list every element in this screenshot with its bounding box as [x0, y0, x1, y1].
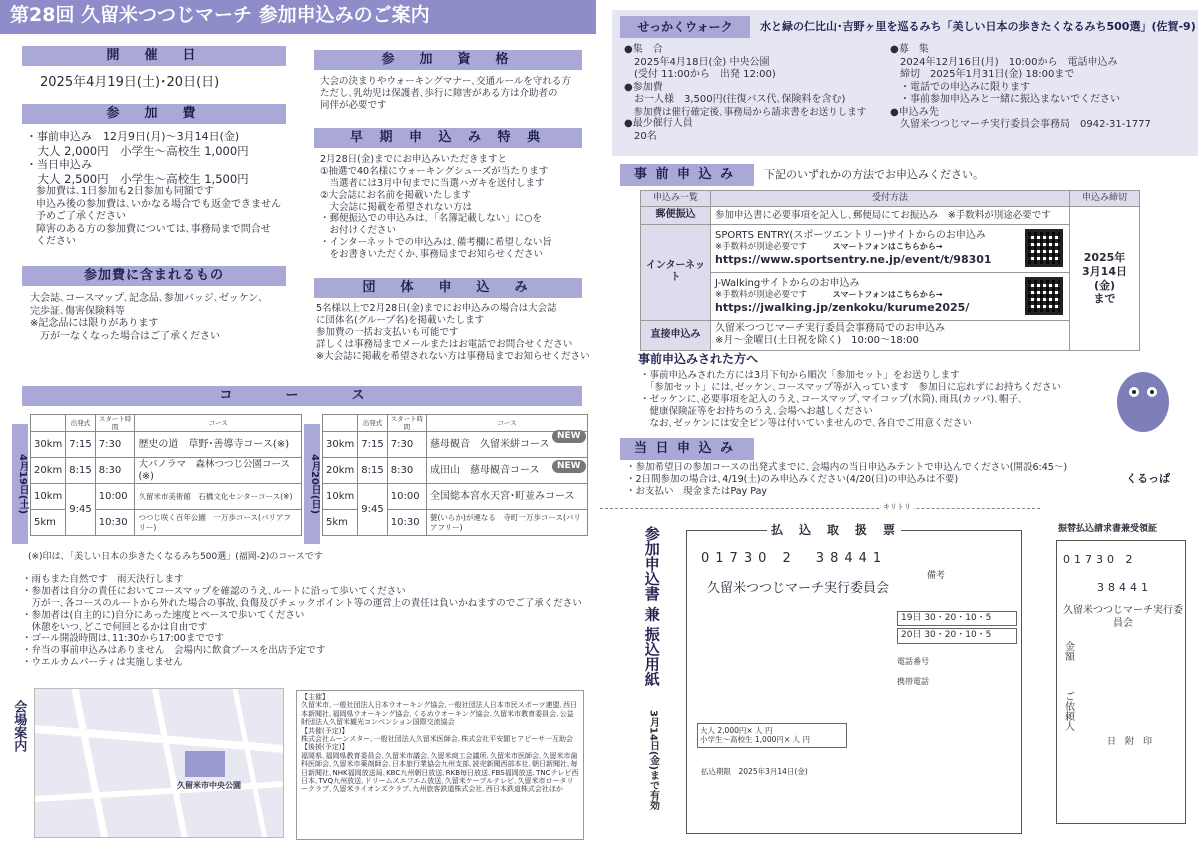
receipt-amount-label: 金額 [1062, 641, 1074, 661]
title-text: 第28回 久留米つつじマーチ 参加申込みのご案内 [10, 4, 430, 26]
kiritori-label: キリトリ [880, 503, 914, 512]
furikomi-head: 振替払込請求書兼受領証 [1058, 524, 1158, 534]
qr-code-jwalking [1025, 277, 1063, 315]
map-place: 久留米市中央公園 [177, 781, 241, 790]
day2-label: 4月20日(日) [304, 424, 320, 544]
table-row: J-Walkingサイトからのお申込み ※手数料が別途必要です スマートフォンはこちらから→ https://jwalking.jp/zenkoku/kurume2025/ [641, 272, 1140, 320]
table-row: 30km 7:15 7:30 歴史の道 草野･善導寺コース(※) [31, 432, 302, 458]
receipt-num2: 38441 [1097, 581, 1152, 594]
table-row: インターネット SPORTS ENTRY(スポーツエントリー)サイトからのお申込み ※手数料が別途必要です スマートフォンはこちらから→ https://www.sportsentry.ne.jp/event/t/98301 [641, 224, 1140, 272]
fukumu-head: 参加費に含まれるもの [22, 266, 286, 286]
day1-label: 4月19日(土) [12, 424, 28, 544]
table-row: 郵便振込 参加申込書に必要事項を記入し､郵便局にてお振込み ※手数料が別途必要です 2025年 3月14日(金) まで [641, 207, 1140, 225]
table-row: 20km 8:15 8:30 成田山 慈母観音コース [323, 458, 588, 484]
receipt-slip [1056, 540, 1186, 824]
toujitsu-body: ・参加希望日の参加コースの出発式までに､会場内の当日申込みテントで申込んでください(開設6:45〜) ・2日間参加の場合は､4/19(土)のみ申込みください(4/20(日)の申込みは不要) ・お支払い 現金またはPay Pay [626, 462, 1068, 497]
jizen-table: 申込み一覧 受付方法 申込み締切 郵便振込 参加申込書に必要事項を記入し､郵便局にてお振込み ※手数料が別途必要です 2025年 3月14日(金) まで インターネット SPORTS ENTRY(スポーツエントリー)サイトからのお申込み ※手数料が別途必要です スマートフォンはこちらから→ https://www.sportsentry.ne.jp/event/t/98301 J-Walkingサイトからのお申込み ※手数料が別途必要です スマートフォンはこちらから→ https://jwalking.jp/zenkoku/kurume2025/ 直接申込み 久留米つつじマーチ実行委員会事務局でのお申込み ※月〜金曜日(土日祝を除く) 10:00〜18:00 [640, 190, 1140, 351]
venue-map [34, 688, 284, 838]
toujitsu-head: 当 日 申 込 み [620, 438, 754, 460]
receipt-name: 久留米つつじマーチ実行委員会 [1063, 605, 1183, 629]
jizen-done-head: 事前申込みされた方へ [638, 352, 759, 366]
course-select[interactable]: 19日 30・20・10・5 20日 30・20・10・5 [897, 611, 1017, 644]
sekkaku-left: ●集 合 2025年4月18日(金) 中央公園 (受付 11:00から 出発 12:00) ●参加費 お一人様 3,500円(往復バス代､保険料を含む) 参加費は催行確定後､事務局から請求書をお送りします ●最少催行人員 20名 [624, 44, 867, 142]
new-badge-1: NEW [552, 430, 586, 443]
event-date: 2025年4月19日(土)･20日(日) [40, 75, 220, 90]
organizers: 【主催】 久留米市､一般社団法人日本ウオーキング協会､一般社団法人日本市民スポーツ連盟､西日本新聞社､福岡県ウオーキング協会､くるめウオーキング協会､久留米市教育委員会､公益財団法人久留米観光コンベンション国際交流協会 【共催(予定)】 株式会社ムーンスター､一般社団法人久留米医師会､株式会社平安閣ヒアピーサ一互助会 【後援(予定)】 福岡県､福岡県教育委員会､久留米市議会､久留米商工会議所､久留米市医師会､久留米市歯科医師会､久留米市薬剤師会､日本旅行業協会九州支部､読売新聞西部本社､朝日新聞社､毎日新聞社､NHK福岡放送局､KBC九州朝日放送､RKB毎日放送､FBS福岡放送､TNCテレビ西日本､TVQ九州放送､ドリームスエフエム放送､久留米ケーブルテレビ､久留米市ロータリークラブ､久留米ライオンズクラブ､九州旅客鉄道株式会社､西日本鉄道株式会社ほか [296, 690, 584, 840]
sekkaku-right: ●募 集 2024年12月16日(月) 10:00から 電話申込み 締切 2025年1月31日(金) 18:00まで ・電話での申込みに限ります ・事前参加申込みと一緒に振込まないでください ●申込み先 久留米つつじマーチ実行委員会事務局 0942-31-1777 [890, 44, 1151, 130]
table-row: 30km 7:15 7:30 慈母観音 久留米絣コース [323, 432, 588, 458]
mobile-label: 携帯電話 [897, 677, 929, 686]
sankahi-head: 参 加 費 [22, 104, 286, 124]
receipt-num: 01730 2 [1063, 553, 1137, 566]
shikaku-body: 大会の決まりやウォーキングマナー､交通ルールを守れる方 ただし､乳幼児は保護者､歩行に障害がある方は介助者の 同伴が必要です [320, 76, 571, 111]
course-table-day2: 出発式 スタート時間 コース 30km 7:15 7:30 慈母観音 久留米絣コース 20km 8:15 8:30 成田山 慈母観音コース 10km 9:45 10:00 全国総本宮水天宮･町並みコース 5km 10:30 甍(いらか)が連なる 寺町一万歩コース(バリアフリー) [322, 414, 588, 536]
kaijo-label: 会場案内 [11, 700, 27, 752]
course-head: コ ー ス [22, 386, 582, 406]
fee-box: 大人 2,000円× 人 円 小学生〜高校生 1,000円× 人 円 [697, 723, 847, 748]
slip-valid: 3月14日(金)まで有効 [647, 710, 659, 811]
jizen-done-body: ・事前申込みされた方には3月下旬から順次「参加セット」をお送りします 「参加セット」には､ゼッケン､コースマップ等が入っています 参加日に忘れずにお持ちください ・ゼッケンに､必要事項を記入のうえ､コースマップ､マイコップ(水筒)､雨具(カッパ)､帽子､ 健康保険証等をお持ちのうえ､会場へお越しください なお､ゼッケンには安全ピン等は付いていませんので､各自でご用意ください [640, 370, 1062, 429]
jwalking-link[interactable]: https://jwalking.jp/zenkoku/kurume2025/ [715, 300, 970, 314]
sekkaku-label: せっかくウォーク [620, 16, 750, 38]
bikou-label: 備考 [927, 571, 946, 581]
page-title [0, 0, 596, 34]
table-row: 5km 10:30 甍(いらか)が連なる 寺町一万歩コース(バリアフリー) [323, 510, 588, 536]
new-badge-2: NEW [552, 460, 586, 473]
mascot-image [1110, 362, 1176, 438]
table-row: 20km 8:15 8:30 大パノラマ 森林つつじ公園コース(※) [31, 458, 302, 484]
dantai-head: 団 体 申 込 み [314, 278, 582, 298]
qr-code-sportsentry [1025, 229, 1063, 267]
account-num: 01730 2 38441 [701, 551, 888, 566]
fukumu-body: 大会誌､コースマップ､記念品､参加バッジ､ゼッケン､ 完歩証､傷害保険料等 ※記念品には限りがあります 万が一なくなった場合はご了承ください [30, 293, 264, 342]
sekkaku-title: 水と緑の仁比山･吉野ヶ里を巡るみち「美しい日本の歩きたくなるみち500選」(佐賀-9) [760, 20, 1196, 33]
course-note: (※)印は､「美しい日本の歩きたくなるみち500選」(福岡-2)のコースです [28, 552, 323, 562]
souki-body: 2月28日(金)までにお申込みいただきますと ①抽選で40名様にウォーキングシューズが当たります 当選者には3月中旬までに当選ハガキを送付します ②大会誌にお名前を掲載いたします 大会誌に掲載を希望されない方は ・郵便振込での申込みは､「名簿記載しない」に○を お付けください ・インターネットでの申込みは､備考欄に希望しない旨 をお書きいただくか､事務局までお知らせください [320, 154, 552, 260]
slip-form-title: 参加申込書 兼 振込用紙 [642, 526, 661, 687]
course-table-day1: 出発式 スタート時間 コース 30km 7:15 7:30 歴史の道 草野･善導寺コース(※) 20km 8:15 8:30 大パノラマ 森林つつじ公園コース(※) 10km 9:45 10:00 久留米市美術館 石橋文化センターコース(※) 5km 10:30 つつじ咲く百年公園 一万歩コース(バリアフリー) [30, 414, 302, 536]
receipt-date-stamp: 日 附 印 [1107, 737, 1153, 747]
sankahi-body: ・事前申込み 12月9日(月)〜3月14日(金) 大人 2,000円 小学生〜高校生 1,000円 ・当日申込み 大人 2,500円 小学生〜高校生 1,500円 参加費は､1日参加も2日参加も同額です 申込み後の参加費は､いかなる場合でも返金できません 予めご了承ください 障害のある方の参加費については､事務局まで問合せ ください [26, 130, 281, 248]
table-row: 10km 9:45 10:00 久留米市美術館 石橋文化センターコース(※) [31, 484, 302, 510]
shikaku-head: 参 加 資 格 [314, 50, 582, 70]
kaisai-head: 開 催 日 [22, 46, 286, 66]
mascot-icon [1110, 362, 1176, 438]
table-row: 直接申込み 久留米つつじマーチ実行委員会事務局でのお申込み ※月〜金曜日(土日祝を除く) 10:00〜18:00 [641, 320, 1140, 350]
jizen-intro: 下記のいずれかの方法でお申込みください｡ [764, 168, 979, 181]
tel-label: 電話番号 [897, 657, 929, 666]
sportsentry-link[interactable]: https://www.sportsentry.ne.jp/event/t/98301 [715, 252, 992, 266]
payee-name: 久留米つつじマーチ実行委員会 [707, 581, 890, 596]
receipt-irainin-label: ご依頼人 [1062, 691, 1074, 731]
cut-line [600, 508, 1040, 509]
pay-deadline: 払込期限 2025年3月14日(金) [701, 767, 808, 776]
jizen-head: 事 前 申 込 み [620, 164, 754, 186]
slip-title: 払 込 取 扱 票 [767, 523, 901, 538]
table-row: 5km 10:30 つつじ咲く百年公園 一万歩コース(バリアフリー) [31, 510, 302, 536]
souki-head: 早 期 申 込 み 特 典 [314, 128, 582, 148]
map-roads [35, 689, 284, 838]
dantai-body: 5名様以上で2月28日(金)までにお申込みの場合は大会誌 に団体名(グループ名)を掲載いたします 参加費の一括お支払いも可能です 詳しくは事務局までメールまたはお電話でお問合せください ※大会誌に掲載を希望されない方は事務局までお知らせください [316, 303, 590, 362]
general-notes: ・雨もまた自然です 雨天決行します ・参加者は自分の責任においてコースマップを確認のうえ､ルートに沿って歩いてください 万が一､各コースのルートから外れた場合の事故､負傷及びチェックポイント等の運営上の責任は負いかねますのでご了承ください ・参加者は(自主的に)自分にあった速度とペースで歩いてください 休憩をいつ､どこで何回とるかは自由です ・ゴール開設時間は､11:30から17:00までです ・弁当の事前申込みはありません 会場内に飲食ブースを出店予定です ・ウエルカムパーティは実施しません [22, 574, 582, 669]
table-row: 10km 9:45 10:00 全国総本宮水天宮･町並みコース [323, 484, 588, 510]
payment-slip [686, 523, 1022, 834]
mascot-name: くるっぱ [1126, 472, 1170, 485]
